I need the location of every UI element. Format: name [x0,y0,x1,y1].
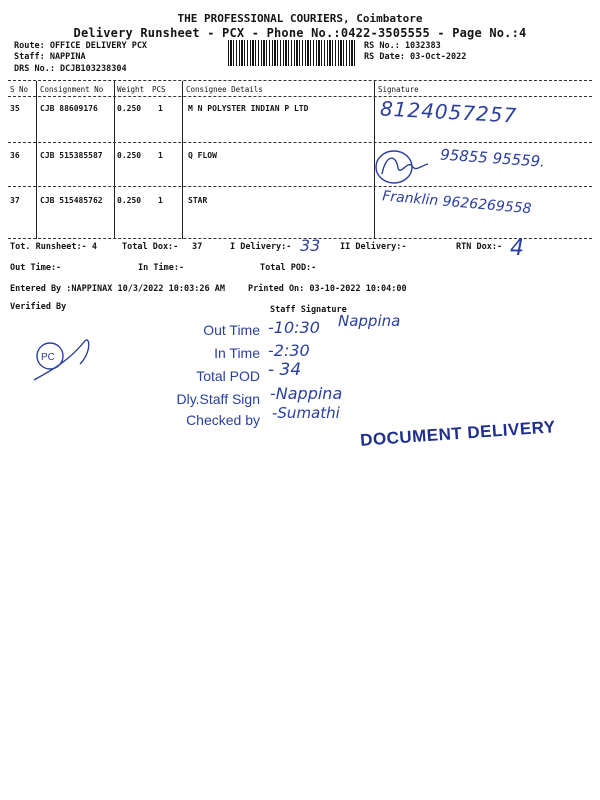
runsheet-title: Delivery Runsheet - PCX - Phone No.:0422-3505555 - Page No.:4 [73,26,527,40]
row-consignee: Q FLOW [188,151,217,160]
row-consignment: CJB 88609176 [40,104,98,113]
row-rule [8,142,592,143]
rtn-dox-label: RTN Dox:- [456,242,503,252]
col-line [114,81,115,239]
row-pcs: 1 [158,104,163,113]
row-sno: 36 [10,151,20,160]
row-pcs: 1 [158,196,163,205]
rs-number: RS No.: 1032383 [364,41,441,51]
ii-delivery-label: II Delivery:- [340,242,407,252]
stamp-out-time-value: -10:30 [268,318,320,337]
header-rule [8,96,592,97]
header-consignee: Consignee Details [186,85,263,94]
rtn-dox-value: 4 [510,236,524,261]
stamp-out-time-sign: Nappina [338,312,401,330]
stamp-checked-value: -Sumathi [272,404,340,422]
row-weight: 0.250 [117,196,142,205]
in-time-label: In Time:- [138,263,185,273]
stamp-dly-staff-label: Dly.Staff Sign [176,391,260,407]
row-rule [8,186,592,187]
row-signature: 8124057257 [379,96,518,128]
staff-text: Staff: NAPPINA [14,52,86,62]
row-weight: 0.250 [117,104,142,113]
row-consignee: M N POLYSTER INDIAN P LTD [188,104,309,113]
i-delivery-label: I Delivery:- [230,242,292,252]
total-dox-label: Total Dox:- [122,242,179,252]
row-sno: 37 [10,196,20,205]
row-signature: Franklin 9626269558 [381,188,533,218]
row-signature: 95855 95559. [439,145,546,171]
total-dox-value: 37 [192,242,203,252]
route-text: Route: OFFICE DELIVERY PCX [14,41,148,51]
verified-by: Verified By [10,302,67,312]
handwritten-signature [372,146,432,188]
stamp-in-time-value: -2:30 [268,341,310,360]
header-weight: Weight [117,85,145,94]
header-consignment: Consignment No [40,85,104,94]
seal-stamp [28,322,108,388]
total-pod-label: Total POD:- [260,263,317,273]
stamp-total-pod-label: Total POD [196,368,260,384]
row-consignment: CJB 515385587 [40,151,103,160]
printed-on: Printed On: 03-10-2022 10:04:00 [248,284,407,294]
row-consignee: STAR [188,196,208,205]
col-line [36,81,37,239]
header-pcs: PCS [152,85,166,94]
i-delivery-value: 33 [300,236,321,255]
document-delivery-stamp: DOCUMENT DELIVERY [359,417,557,450]
tot-runsheet: Tot. Runsheet:- 4 [10,242,97,252]
row-weight: 0.250 [117,151,142,160]
barcode [228,40,356,66]
stamp-out-time-label: Out Time [203,322,260,338]
company-title: THE PROFESSIONAL COURIERS, Coimbatore [177,12,423,25]
table-top-rule [8,80,592,81]
stamp-checked-label: Checked by [186,412,260,428]
staff-signature-label: Staff Signature [270,305,347,315]
row-sno: 35 [10,104,20,113]
rs-date: RS Date: 03-Oct-2022 [364,52,467,62]
row-consignment: CJB 515485762 [40,196,103,205]
stamp-total-pod-value: - 34 [268,360,302,380]
header-signature: Signature [378,85,419,94]
entered-by: Entered By :NAPPINAX 10/3/2022 10:03:26 AM [10,284,225,294]
stamp-in-time-label: In Time [214,345,260,361]
col-line [182,81,183,239]
row-pcs: 1 [158,151,163,160]
stamp-dly-staff-value: -Nappina [270,384,343,403]
drs-number: DRS No.: DCJB103238304 [14,64,127,74]
seal-text: PC [41,352,55,363]
header-sno: S No [10,85,29,94]
out-time-label: Out Time:- [10,263,62,273]
